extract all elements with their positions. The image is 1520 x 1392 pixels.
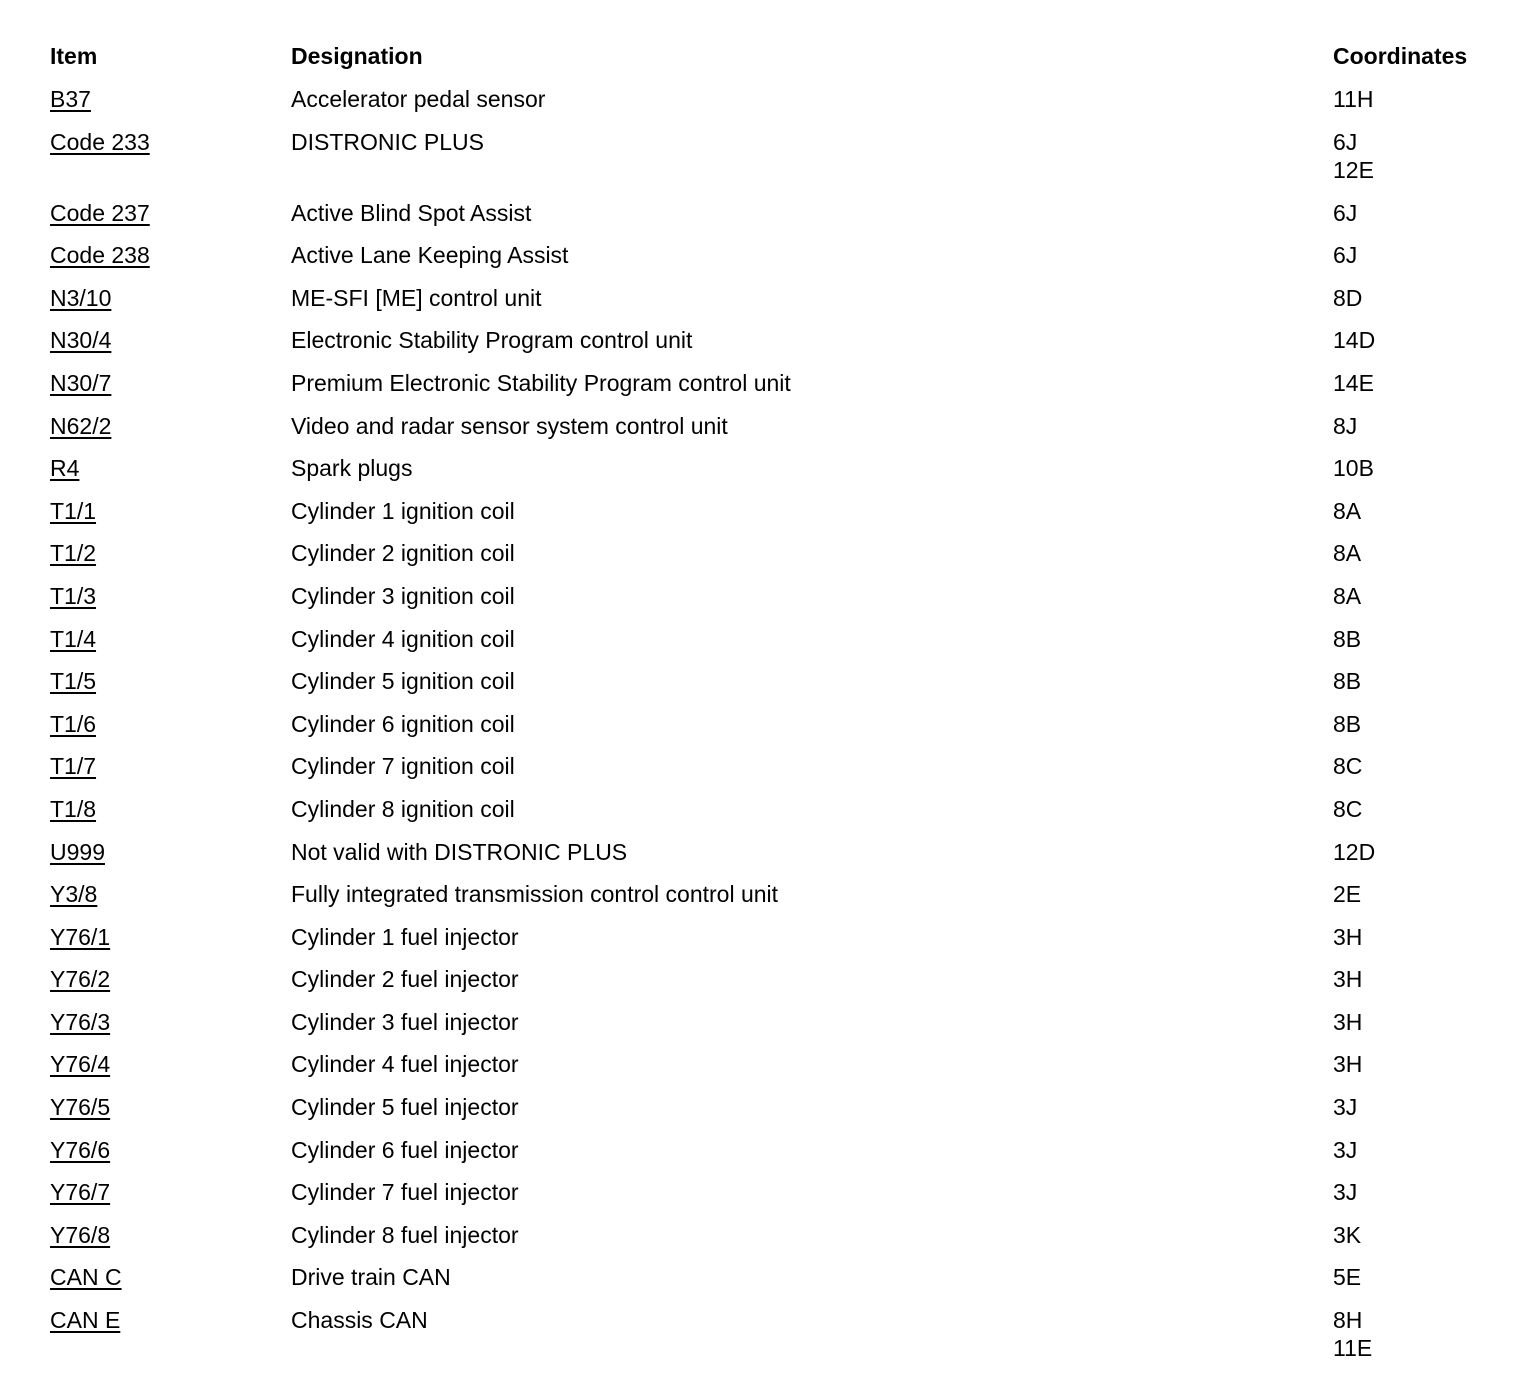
item-link[interactable]: T1/5 bbox=[50, 668, 97, 695]
item-link[interactable]: CAN C bbox=[50, 1264, 122, 1291]
coordinate-value: 8J bbox=[1333, 412, 1358, 439]
table-row bbox=[50, 923, 1500, 966]
coordinates-cell bbox=[1333, 752, 1500, 780]
item-cell bbox=[50, 1093, 291, 1121]
header-row bbox=[50, 42, 1500, 85]
item-cell bbox=[50, 752, 291, 780]
table-row bbox=[50, 454, 1500, 497]
designation-cell: Cylinder 4 fuel injector bbox=[291, 1051, 519, 1078]
coordinate-value: 12D bbox=[1333, 838, 1376, 865]
item-cell bbox=[50, 1263, 291, 1291]
table-row bbox=[50, 795, 1500, 838]
table-row bbox=[50, 965, 1500, 1008]
table-row bbox=[50, 838, 1500, 881]
coordinates-cell bbox=[1333, 880, 1500, 908]
header-coordinates: Coordinates bbox=[1333, 43, 1468, 69]
item-cell bbox=[50, 85, 291, 113]
item-cell bbox=[50, 497, 291, 525]
coordinates-cell bbox=[1333, 1178, 1500, 1206]
coordinates-cell bbox=[1333, 1093, 1500, 1121]
coordinates-cell bbox=[1333, 1306, 1500, 1362]
header-item: Item bbox=[50, 43, 98, 69]
designation-cell: Cylinder 6 fuel injector bbox=[291, 1136, 519, 1163]
table-row bbox=[50, 412, 1500, 455]
designation-cell: Cylinder 1 ignition coil bbox=[291, 497, 515, 524]
coordinate-value: 14E bbox=[1333, 369, 1374, 396]
table-row bbox=[50, 284, 1500, 327]
item-cell bbox=[50, 795, 291, 823]
item-cell bbox=[50, 880, 291, 908]
designation-cell: Cylinder 2 ignition coil bbox=[291, 540, 515, 567]
coordinate-value: 3J bbox=[1333, 1179, 1358, 1206]
legend-table bbox=[50, 42, 1500, 1377]
item-cell bbox=[50, 539, 291, 567]
coordinate-value: 8C bbox=[1333, 795, 1363, 822]
table-row bbox=[50, 539, 1500, 582]
item-link[interactable]: CAN E bbox=[50, 1307, 121, 1334]
item-cell bbox=[50, 128, 291, 156]
item-link[interactable]: N62/2 bbox=[50, 412, 112, 439]
item-cell bbox=[50, 667, 291, 695]
item-cell bbox=[50, 412, 291, 440]
table-row bbox=[50, 752, 1500, 795]
coordinate-value: 3H bbox=[1333, 966, 1363, 993]
designation-cell: Fully integrated transmission control control unit bbox=[291, 881, 779, 908]
item-link[interactable]: N30/4 bbox=[50, 327, 112, 354]
table-row bbox=[50, 128, 1500, 199]
item-link[interactable]: Y76/6 bbox=[50, 1136, 111, 1163]
coordinate-value: 2E bbox=[1333, 881, 1362, 908]
designation-cell: Cylinder 8 fuel injector bbox=[291, 1221, 519, 1248]
item-cell bbox=[50, 199, 291, 227]
item-link[interactable]: Y3/8 bbox=[50, 881, 98, 908]
table-row bbox=[50, 199, 1500, 242]
coordinate-value: 12E bbox=[1333, 156, 1374, 183]
coordinates-cell bbox=[1333, 625, 1500, 653]
coordinates-cell bbox=[1333, 1008, 1500, 1036]
item-cell bbox=[50, 1008, 291, 1036]
coordinates-cell bbox=[1333, 497, 1500, 525]
item-link[interactable]: Code 237 bbox=[50, 199, 150, 226]
table-row bbox=[50, 710, 1500, 753]
item-cell bbox=[50, 710, 291, 738]
item-cell bbox=[50, 838, 291, 866]
coordinate-value: 3J bbox=[1333, 1136, 1358, 1163]
item-link[interactable]: Y76/7 bbox=[50, 1179, 111, 1206]
item-link[interactable]: N3/10 bbox=[50, 284, 112, 311]
table-row bbox=[50, 85, 1500, 128]
coordinate-value: 8H bbox=[1333, 1307, 1363, 1334]
designation-cell: Spark plugs bbox=[291, 455, 413, 482]
table-row bbox=[50, 1178, 1500, 1221]
designation-cell: Cylinder 8 ignition coil bbox=[291, 795, 515, 822]
item-link[interactable]: T1/3 bbox=[50, 582, 97, 609]
coordinate-value: 8B bbox=[1333, 625, 1362, 652]
item-link[interactable]: R4 bbox=[50, 455, 80, 482]
designation-cell: DISTRONIC PLUS bbox=[291, 128, 484, 155]
coordinates-cell bbox=[1333, 1136, 1500, 1164]
designation-cell: Cylinder 4 ignition coil bbox=[291, 625, 515, 652]
item-cell bbox=[50, 965, 291, 993]
coordinate-value: 8A bbox=[1333, 582, 1362, 609]
coordinate-value: 3H bbox=[1333, 923, 1363, 950]
designation-cell: Drive train CAN bbox=[291, 1264, 451, 1291]
coordinates-cell bbox=[1333, 1050, 1500, 1078]
designation-cell: ME-SFI [ME] control unit bbox=[291, 284, 542, 311]
item-link[interactable]: T1/1 bbox=[50, 497, 97, 524]
table-row bbox=[50, 1136, 1500, 1179]
item-link[interactable]: Y76/4 bbox=[50, 1051, 111, 1078]
coordinates-cell bbox=[1333, 241, 1500, 269]
coordinates-cell bbox=[1333, 284, 1500, 312]
designation-cell: Cylinder 6 ignition coil bbox=[291, 710, 515, 737]
item-link[interactable]: Code 233 bbox=[50, 128, 150, 155]
item-link[interactable]: Y76/2 bbox=[50, 966, 111, 993]
item-link[interactable]: B37 bbox=[50, 86, 91, 112]
coordinate-value: 11E bbox=[1333, 1335, 1373, 1362]
table-row bbox=[50, 1008, 1500, 1051]
item-cell bbox=[50, 1136, 291, 1164]
item-link[interactable]: Y76/8 bbox=[50, 1221, 111, 1248]
coordinates-cell bbox=[1333, 128, 1500, 184]
item-link[interactable]: T1/7 bbox=[50, 753, 97, 780]
designation-cell: Not valid with DISTRONIC PLUS bbox=[291, 838, 628, 865]
coordinates-cell bbox=[1333, 412, 1500, 440]
coordinate-value: 11H bbox=[1333, 86, 1374, 112]
coordinate-value: 8A bbox=[1333, 540, 1362, 567]
designation-cell: Active Blind Spot Assist bbox=[291, 199, 532, 226]
item-link[interactable]: Y76/5 bbox=[50, 1094, 111, 1121]
table-row bbox=[50, 582, 1500, 625]
item-link[interactable]: T1/8 bbox=[50, 795, 97, 822]
item-cell bbox=[50, 454, 291, 482]
coordinate-value: 8A bbox=[1333, 497, 1362, 524]
item-cell bbox=[50, 1050, 291, 1078]
table-row bbox=[50, 1050, 1500, 1093]
coordinates-cell bbox=[1333, 710, 1500, 738]
coordinates-cell bbox=[1333, 923, 1500, 951]
item-cell bbox=[50, 582, 291, 610]
coordinate-value: 14D bbox=[1333, 327, 1376, 354]
item-link[interactable]: Code 238 bbox=[50, 242, 150, 269]
designation-cell: Cylinder 7 ignition coil bbox=[291, 753, 515, 780]
item-link[interactable]: U999 bbox=[50, 838, 105, 865]
coordinate-value: 3J bbox=[1333, 1094, 1358, 1121]
coordinate-value: 6J bbox=[1333, 128, 1358, 155]
designation-cell: Premium Electronic Stability Program control unit bbox=[291, 369, 791, 396]
designation-cell: Cylinder 5 fuel injector bbox=[291, 1094, 519, 1121]
designation-cell: Active Lane Keeping Assist bbox=[291, 242, 569, 269]
item-cell bbox=[50, 1306, 291, 1334]
item-link[interactable]: T1/4 bbox=[50, 625, 97, 652]
coordinate-value: 5E bbox=[1333, 1264, 1362, 1291]
coordinates-cell bbox=[1333, 539, 1500, 567]
designation-cell: Electronic Stability Program control unit bbox=[291, 327, 693, 354]
designation-cell: Cylinder 1 fuel injector bbox=[291, 923, 519, 950]
coordinate-value: 3H bbox=[1333, 1008, 1363, 1035]
table-row bbox=[50, 625, 1500, 668]
coordinate-value: 6J bbox=[1333, 199, 1358, 226]
designation-cell: Cylinder 3 ignition coil bbox=[291, 582, 515, 609]
coordinates-cell bbox=[1333, 199, 1500, 227]
item-link[interactable]: T1/2 bbox=[50, 540, 97, 567]
designation-cell: Chassis CAN bbox=[291, 1307, 428, 1334]
table-row bbox=[50, 326, 1500, 369]
coordinate-value: 3K bbox=[1333, 1221, 1362, 1248]
item-link[interactable]: T1/6 bbox=[50, 710, 97, 737]
coordinates-cell bbox=[1333, 454, 1500, 482]
coordinates-cell bbox=[1333, 667, 1500, 695]
item-cell bbox=[50, 1178, 291, 1206]
table-body bbox=[50, 85, 1500, 1377]
coordinate-value: 8B bbox=[1333, 710, 1362, 737]
item-cell bbox=[50, 625, 291, 653]
header-designation: Designation bbox=[291, 43, 423, 69]
coordinates-cell bbox=[1333, 369, 1500, 397]
designation-cell: Cylinder 2 fuel injector bbox=[291, 966, 519, 993]
table-row bbox=[50, 1093, 1500, 1136]
item-cell bbox=[50, 284, 291, 312]
designation-cell: Video and radar sensor system control unit bbox=[291, 412, 728, 439]
item-link[interactable]: Y76/1 bbox=[50, 923, 111, 950]
coordinate-value: 3H bbox=[1333, 1051, 1363, 1078]
coordinates-cell bbox=[1333, 795, 1500, 823]
table-row bbox=[50, 369, 1500, 412]
designation-cell: Accelerator pedal sensor bbox=[291, 86, 546, 112]
table-row bbox=[50, 1221, 1500, 1264]
item-cell bbox=[50, 241, 291, 269]
coordinates-cell bbox=[1333, 965, 1500, 993]
coordinates-cell bbox=[1333, 582, 1500, 610]
coordinate-value: 8C bbox=[1333, 753, 1363, 780]
table-row bbox=[50, 667, 1500, 710]
coordinates-cell bbox=[1333, 1263, 1500, 1291]
coordinate-value: 6J bbox=[1333, 242, 1358, 269]
table-row bbox=[50, 880, 1500, 923]
item-cell bbox=[50, 369, 291, 397]
item-cell bbox=[50, 923, 291, 951]
coordinates-cell bbox=[1333, 326, 1500, 354]
coordinates-cell bbox=[1333, 838, 1500, 866]
item-cell bbox=[50, 1221, 291, 1249]
coordinate-value: 10B bbox=[1333, 455, 1374, 482]
table-row bbox=[50, 497, 1500, 540]
table-row bbox=[50, 1263, 1500, 1306]
designation-cell: Cylinder 5 ignition coil bbox=[291, 668, 515, 695]
item-link[interactable]: Y76/3 bbox=[50, 1008, 111, 1035]
coordinate-value: 8B bbox=[1333, 668, 1362, 695]
coordinates-cell bbox=[1333, 1221, 1500, 1249]
coordinates-cell bbox=[1333, 85, 1500, 113]
table-row bbox=[50, 1306, 1500, 1377]
designation-cell: Cylinder 7 fuel injector bbox=[291, 1179, 519, 1206]
item-link[interactable]: N30/7 bbox=[50, 369, 112, 396]
table-row bbox=[50, 241, 1500, 284]
coordinate-value: 8D bbox=[1333, 284, 1363, 311]
item-cell bbox=[50, 326, 291, 354]
designation-cell: Cylinder 3 fuel injector bbox=[291, 1008, 519, 1035]
